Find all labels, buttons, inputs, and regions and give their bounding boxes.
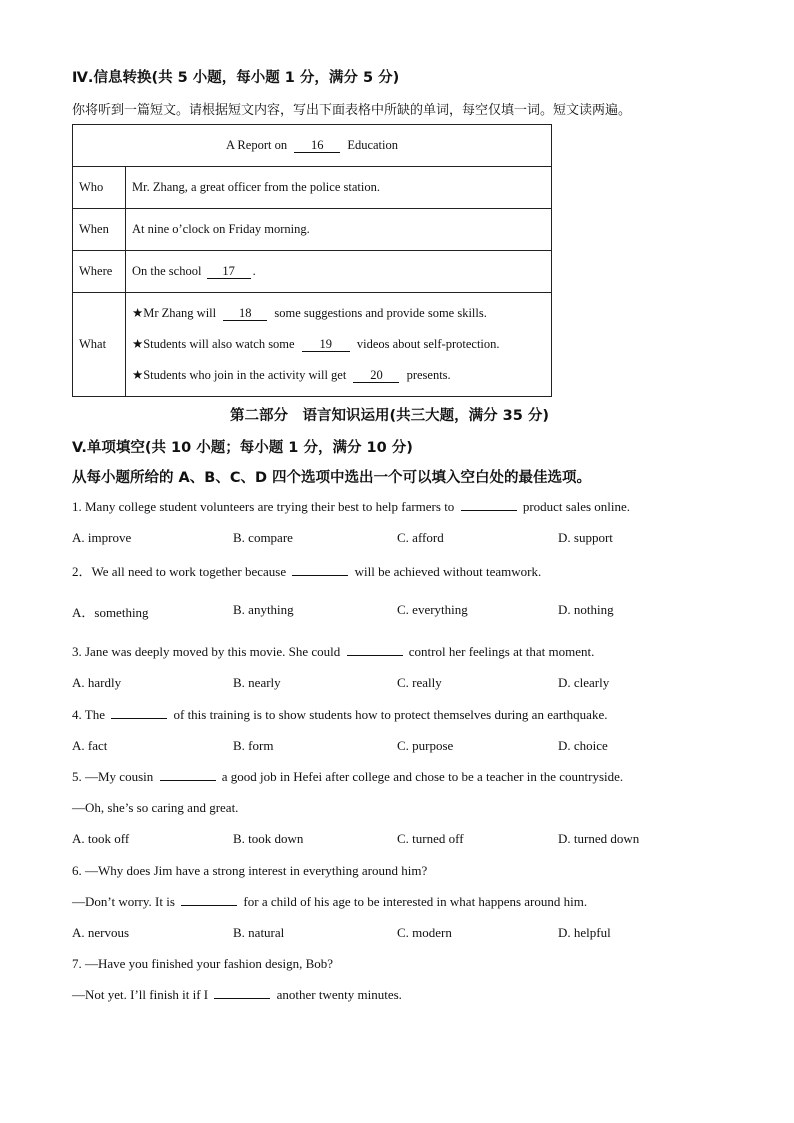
answer-blank xyxy=(214,998,270,999)
question-7-reply xyxy=(72,987,402,1003)
option-a: A．something xyxy=(72,605,149,620)
question-1 xyxy=(72,499,630,515)
option-d: D. choice xyxy=(558,738,608,753)
table-title-row xyxy=(73,125,552,167)
section-4-heading: Ⅳ.信息转换(共 5 小题，每小题 1 分，满分 5 分) xyxy=(72,70,400,86)
question-2-text-end: will be achieved without teamwork. xyxy=(354,564,542,579)
row-label-who: Who xyxy=(73,167,126,209)
table-title-post: Education xyxy=(347,138,399,152)
question-4-text: 4. The xyxy=(72,707,105,722)
option-b: B. nearly xyxy=(233,675,281,690)
section-5-instruction: 从每小题所给的 A、B、C、D 四个选项中选出一个可以填入空白处的最佳选项。 xyxy=(72,470,592,486)
option-a: A. fact xyxy=(72,738,108,753)
answer-blank xyxy=(292,575,348,576)
option-c: C. everything xyxy=(397,602,468,617)
question-6-reply-text: —Don’t worry. It is xyxy=(72,894,175,909)
row-label-where: Where xyxy=(73,251,126,293)
question-4 xyxy=(72,707,607,723)
option-d: D. nothing xyxy=(558,602,614,617)
question-5-text: 5. —My cousin xyxy=(72,769,154,784)
question-2 xyxy=(72,561,541,580)
answer-blank xyxy=(111,718,167,719)
question-5-text-end: a good job in Hefei after college and chose to be a teacher in the countryside. xyxy=(221,769,624,784)
option-b: B. natural xyxy=(233,925,285,940)
question-6-reply-text-end: for a child of his age to be interested in what happens around him. xyxy=(243,894,588,909)
what-1-text: ★Mr Zhang will xyxy=(132,306,217,320)
what-line-3 xyxy=(132,360,545,391)
table-title-pre: A Report on xyxy=(225,138,288,152)
question-2-text: 2．We all need to work together because xyxy=(72,564,287,579)
option-a: A. improve xyxy=(72,530,132,545)
blank-17: 17 xyxy=(207,264,251,279)
option-a: A. took off xyxy=(72,831,130,846)
option-a: A. nervous xyxy=(72,925,130,940)
option-c: C. purpose xyxy=(397,738,454,753)
what-2-text-end: videos about self-protection. xyxy=(356,337,500,351)
what-line-2 xyxy=(132,329,545,360)
answer-blank xyxy=(160,780,216,781)
option-b: B. compare xyxy=(233,530,293,545)
row-text-who: Mr. Zhang, a great officer from the police station. xyxy=(126,167,552,209)
option-c: C. turned off xyxy=(397,831,464,846)
info-table xyxy=(72,124,552,397)
question-3-text: 3. Jane was deeply moved by this movie. She could xyxy=(72,644,341,659)
what-1-text-end: some suggestions and provide some skills. xyxy=(274,306,487,320)
answer-blank xyxy=(461,510,517,511)
what-line-1 xyxy=(132,298,545,329)
question-4-text-end: of this training is to show students how to protect themselves during an earthquake. xyxy=(173,707,608,722)
question-1-text-end: product sales online. xyxy=(522,499,631,514)
question-3 xyxy=(72,644,594,660)
section-4-instruction: 你将听到一篇短文。请根据短文内容，写出下面表格中所缺的单词，每空仅填一词。短文读两遍。 xyxy=(72,103,632,118)
what-3-text: ★Students who join in the activity will get xyxy=(132,368,347,382)
answer-blank xyxy=(347,655,403,656)
section-5-heading: V.单项填空(共 10 小题；每小题 1 分，满分 10 分) xyxy=(72,440,413,456)
option-d: D. clearly xyxy=(558,675,610,690)
row-label-what: What xyxy=(73,293,126,397)
what-2-text: ★Students will also watch some xyxy=(132,337,295,351)
table-row-where xyxy=(73,251,552,293)
option-c: C. afford xyxy=(397,530,444,545)
option-c: C. modern xyxy=(397,925,452,940)
question-5 xyxy=(72,769,623,785)
option-d: D. helpful xyxy=(558,925,611,940)
row-label-when: When xyxy=(73,209,126,251)
option-d: D. turned down xyxy=(558,831,640,846)
question-6: 6. —Why does Jim have a strong interest in everything around him? xyxy=(72,863,428,878)
question-7-reply-text: —Not yet. I’ll finish it if I xyxy=(72,987,209,1002)
option-b: B. anything xyxy=(233,602,294,617)
what-3-text-end: presents. xyxy=(406,368,451,382)
table-row-who xyxy=(73,167,552,209)
row-text-when: At nine o’clock on Friday morning. xyxy=(126,209,552,251)
question-3-text-end: control her feelings at that moment. xyxy=(408,644,595,659)
blank-19: 19 xyxy=(302,337,350,352)
question-6-reply xyxy=(72,894,587,910)
row-text-where: On the school xyxy=(132,264,202,278)
table-row-what xyxy=(73,293,552,397)
answer-blank xyxy=(181,905,237,906)
option-b: B. form xyxy=(233,738,274,753)
part-2-heading: 第二部分 语言知识运用(共三大题，满分 35 分) xyxy=(230,408,550,424)
question-5-reply: —Oh, she’s so caring and great. xyxy=(72,800,239,815)
question-7: 7. —Have you finished your fashion design, Bob? xyxy=(72,956,334,971)
option-a: A. hardly xyxy=(72,675,122,690)
option-d: D. support xyxy=(558,530,613,545)
table-row-when xyxy=(73,209,552,251)
blank-20: 20 xyxy=(353,368,399,383)
option-c: C. really xyxy=(397,675,442,690)
question-7-reply-text-end: another twenty minutes. xyxy=(276,987,402,1002)
question-1-text: 1. Many college student volunteers are trying their best to help farmers to xyxy=(72,499,455,514)
row-text-where-end: . xyxy=(252,264,256,278)
blank-16: 16 xyxy=(294,138,340,153)
blank-18: 18 xyxy=(223,306,267,321)
option-b: B. took down xyxy=(233,831,304,846)
